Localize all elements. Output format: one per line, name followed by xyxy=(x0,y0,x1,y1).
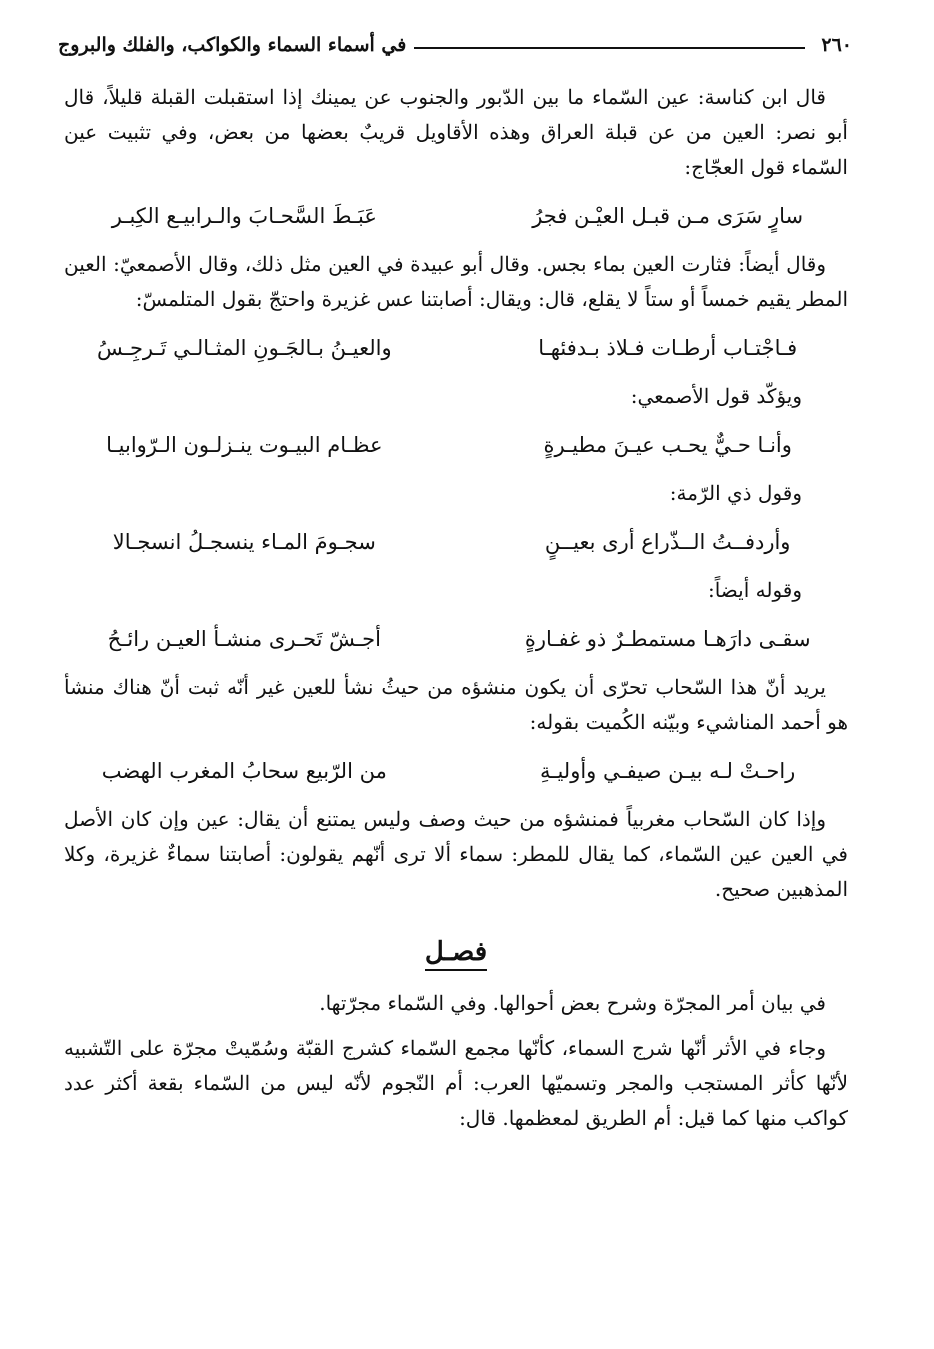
paragraph-9: وجاء في الأثر أنّها شرج السماء، كأنّها مجمع السّماء كشرج القبّة وسُمّيتْ مجرّة على التّشبيه لأنّها كأثر المستجب والمجر وتسميّها العرب: أم النّجوم لأنّه ليس من السّماء بقعة أكثر عدد كواكب منها كما قيل: أم الطريق لمعظمها. قال: xyxy=(64,1036,848,1130)
paragraph-6: يريد أنّ هذا السّحاب تحرّى أن يكون منشؤه من حيثُ نشأ للعين غير أنّه ثبت أنّ هناك منشأ هو أحمد المناشيء وبيّنه الكُميت بقوله: xyxy=(64,675,848,734)
paragraph-2: وقال أيضاً: فثارت العين بماء بجس. وقال أبو عبيدة في العين مثل ذلك، وقال الأصمعيّ: العين المطر يقيم خمساً أو ستاً لا يقلع، قال: ويقال: أصابتنا عس غزيرة واحتجّ بقول المتلمسّ: xyxy=(64,252,848,311)
verse-3 xyxy=(64,426,848,464)
verse-2 xyxy=(64,329,848,367)
paragraph-1: قال ابن كناسة: عين السّماء ما بين الدّبور والجنوب عن يمينك إذا استقبلت القبلة قليلاً، قال أبو نصر: العين من عن قبلة العراق وهذه الأقاويل قريبٌ بعضها من بعض، وفي تثبيت عين السّماء قول العجّاج: xyxy=(64,85,848,179)
verse-6-first-hemistich: راحـتْ لـه بيـن صيفـي وأوليـةِ xyxy=(540,759,796,783)
running-title: في أسماء السماء والكواكب، والفلك والبروج xyxy=(58,34,407,56)
intro-asmai: ويؤكّد قول الأصمعي: xyxy=(630,384,802,408)
section-heading-text: فصـل xyxy=(425,937,487,971)
verse-4-second-hemistich: سجـومَ المـاء ينسجـلُ انسجـالا xyxy=(112,530,376,554)
verse-1-second-hemistich: عَبَـطَ السَّحـابَ والـرابيـع الكِبـر xyxy=(111,204,377,228)
page-number: ٢٦٠ xyxy=(821,34,852,56)
verse-5-first-hemistich: سقـى دارَهـا مستمطـرٌ ذو غفـارةٍ xyxy=(524,627,811,651)
intro-dhu-rumma: وقول ذي الرّمة: xyxy=(669,481,802,505)
header-rule xyxy=(414,47,805,49)
intro-qawluhu: وقوله أيضاً: xyxy=(707,578,802,602)
section-heading xyxy=(64,935,848,970)
verse-4-first-hemistich: وأردفــتُ الــذّراع أرى بعيــنٍ xyxy=(544,530,791,554)
verse-4 xyxy=(64,523,848,561)
running-header xyxy=(58,28,852,62)
verse-2-second-hemistich: والعيـنُ بـالجَـونِ المثـالـي تَـرجِـسُ xyxy=(97,336,392,360)
verse-2-first-hemistich: فـاجْتـاب أرطـات فـلاذ بـدفئهـا xyxy=(538,336,798,360)
verse-1 xyxy=(64,197,848,235)
verse-3-second-hemistich: عظـام البيـوت ينـزلـون الـرّوابيـا xyxy=(106,433,383,457)
paragraph-7: وإذا كان السّحاب مغربياً فمنشؤه من حيث وصف وليس يمتنع أن يقال: عين وإن كان الأصل في العين عين السّماء، كما يقال للمطر: سماء ألا ترى أنّهم يقولون: أصابتنا سماءٌ غزيرة، وكلا المذهبين صحيح. xyxy=(64,807,848,901)
verse-6-second-hemistich: من الرّبيع سحابُ المغرب الهضب xyxy=(101,759,387,783)
verse-1-first-hemistich: سارٍ سَرَى مـن قبـل العيْـن فجرُ xyxy=(532,204,804,228)
paragraph-8: في بيان أمر المجرّة وشرح بعض أحوالها. وفي السّماء مجرّتها. xyxy=(319,991,826,1015)
page-body xyxy=(64,80,848,1146)
verse-6 xyxy=(64,752,848,790)
verse-3-first-hemistich: وأنـا حـيٌّ يحـب عيـنَ مطيـرةٍ xyxy=(543,433,792,457)
verse-5-second-hemistich: أجـشّ تَحـرى منشـأ العيـن رائـحُ xyxy=(107,627,381,651)
verse-5 xyxy=(64,620,848,658)
